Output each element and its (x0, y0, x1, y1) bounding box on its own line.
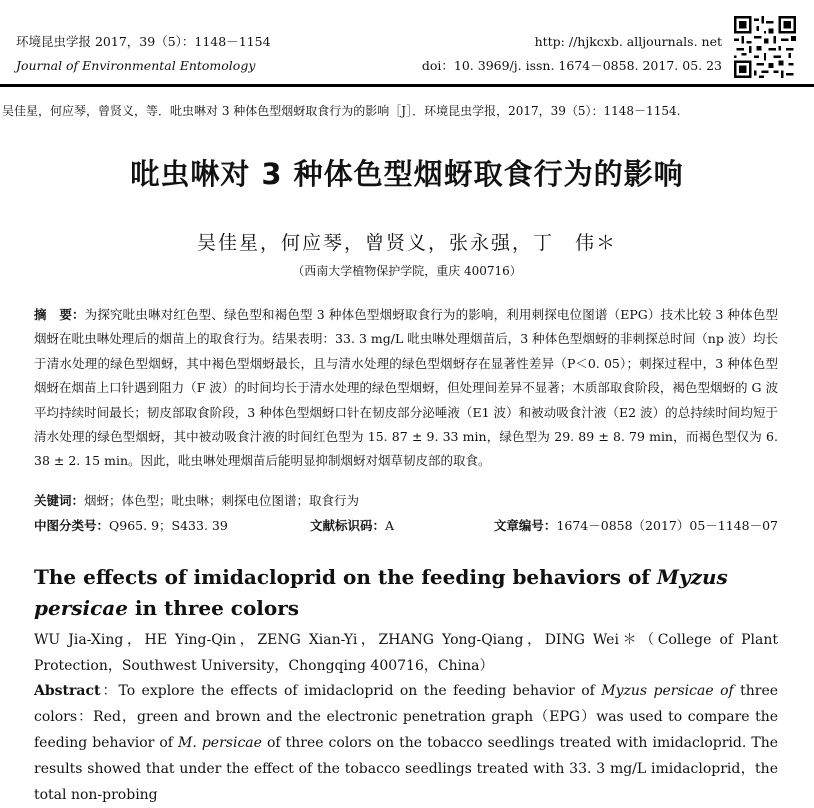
keywords-text: 烟蚜；体色型；吡虫啉；刺探电位图谱；取食行为 (84, 493, 360, 508)
journal-links (422, 30, 722, 78)
abstract-cn-label: 摘 要： (34, 307, 85, 322)
authors-en: WU Jia-Xing，HE Ying-Qin，ZENG Xian-Yi，ZHANG Yong-Qiang，DING Wei＊（College of Plant Protection，Southwest University，Chongqing 400716，China） (34, 632, 778, 674)
affiliation-cn: （西南大学植物保护学院，重庆 400716） (292, 264, 522, 278)
journal-header (16, 30, 271, 78)
paper-title-cn: 吡虫啉对 3 种体色型烟蚜取食行为的影响 (130, 157, 684, 191)
document-code: 文献标识码：A (310, 518, 395, 533)
journal-name-cn: 环境昆虫学报 2017，39（5）：1148－1154 (16, 34, 271, 49)
doi[interactable]: doi：10. 3969/j. issn. 1674－0858. 2017. 05. 23 (421, 58, 722, 73)
citation-line: 吴佳星，何应琴，曾贤义，等．吡虫啉对 3 种体色型烟蚜取食行为的影响［J］．环境昆虫学报，2017，39（5）：1148－1154. (2, 104, 681, 118)
abstract-en: Abstract：To explore the effects of imidacloprid on the feeding behavior of Myzus persicae of three colors：Red，green and brown and the electronic penetration graph（EPG）was used to compare the feeding behavior of M. persicae of three colors on the tobacco seedlings treated with imidacloprid. The results showed that under the effect of the tobacco seedlings treated with 33. 3 mg/L imidacloprid，the total non-probing (34, 683, 779, 803)
journal-name-en: Journal of Environmental Entomology (16, 58, 256, 73)
keywords-cn (34, 491, 359, 509)
abstract-cn-text: 为探究吡虫啉对红色型、绿色型和褐色型 3 种体色型烟蚜取食行为的影响，利用刺探电位图谱（EPG）技术比较 3 种体色型烟蚜在吡虫啉处理后的烟苗上的取食行为。结果表明：33. 3 mg/L 吡虫啉处理烟苗后，3 种体色型烟蚜的非刺探总时间（np 波）均长于清水处理的绿色型烟蚜，其中褐色型烟蚜最长，且与清水处理的绿色型烟蚜存在显著性差异（P＜0. 05）；刺探过程中，3 种体色型烟蚜在烟苗上口针遇到阻力（F 波）的时间均长于清水处理的绿色型烟蚜，但处理间差异不显著；木质部取食阶段，褐色型烟蚜的 G 波平均持续时间最长；韧皮部取食阶段，3 种体色型烟蚜口针在韧皮部分泌唾液（E1 波）和被动吸食汁液（E2 波）的总持续时间均短于清水处理的绿色型烟蚜，其中被动吸食汁液的时间红色型为 15. 87 ± 9. 33 min，绿色型为 29. 89 ± 8. 79 min，而褐色型仅为 6. 38 ± 2. 15 min。因此，吡虫啉处理烟苗后能明显抑制烟蚜对烟草韧皮部的取食。 (34, 307, 778, 469)
clc-number: 中图分类号：Q965. 9；S433. 39 (34, 518, 228, 533)
journal-url[interactable]: http: //hjkcxb. alljournals. net (534, 34, 722, 49)
paper-title-en: The effects of imidacloprid on the feeding behaviors of Myzus persicae in three colors (34, 565, 728, 620)
keywords-label: 关键词： (34, 493, 85, 508)
article-number: 文章编号：1674－0858（2017）05－1148－07 (493, 518, 778, 533)
qr-code-icon (734, 16, 796, 78)
authors-cn: 吴佳星，何应琴，曾贤义，张永强，丁 伟＊ (196, 232, 617, 254)
abstract-en-label: Abstract (34, 683, 101, 699)
abstract-cn (34, 303, 778, 474)
header-rule (0, 84, 814, 87)
species-name: Myzus persicae (34, 565, 728, 620)
